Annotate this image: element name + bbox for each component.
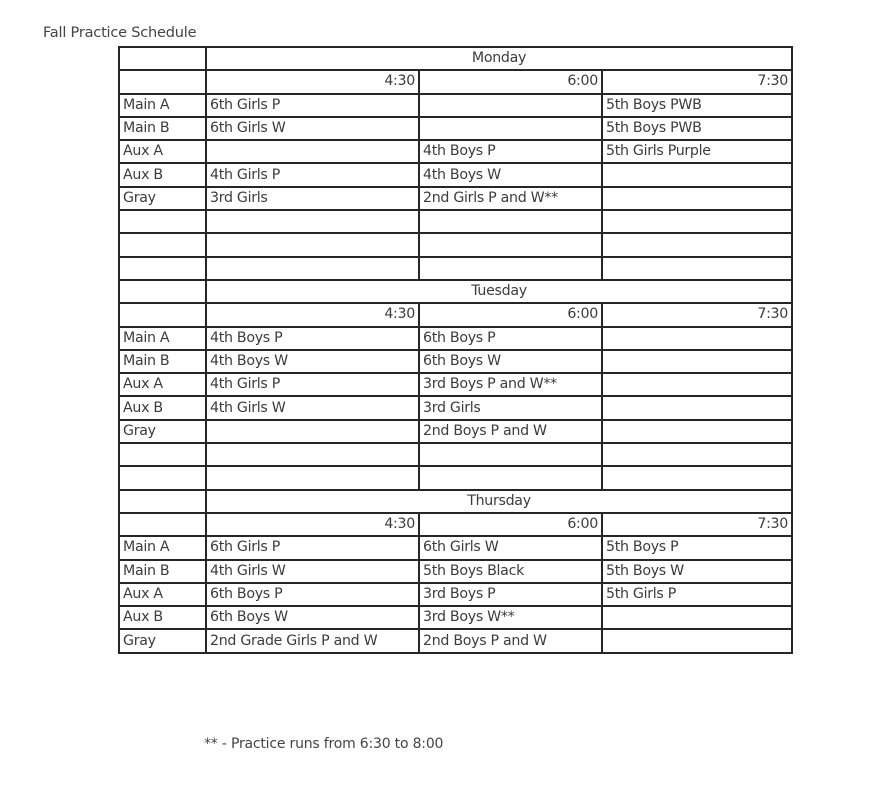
time-slot-header: 7:30 bbox=[602, 513, 792, 536]
practice-cell: 5th Girls P bbox=[602, 583, 792, 606]
monday-time-header-row bbox=[119, 70, 792, 93]
practice-cell bbox=[419, 466, 602, 489]
thursday-time-header-row bbox=[119, 513, 792, 536]
monday-schedule-row bbox=[119, 257, 792, 280]
practice-cell bbox=[419, 257, 602, 280]
practice-cell: 4th Boys W bbox=[419, 163, 602, 186]
practice-cell: 4th Boys P bbox=[419, 140, 602, 163]
practice-cell: 5th Boys Black bbox=[419, 560, 602, 583]
practice-cell bbox=[602, 396, 792, 419]
practice-cell bbox=[206, 210, 419, 233]
thursday-schedule-row bbox=[119, 629, 792, 652]
practice-cell bbox=[206, 420, 419, 443]
location-cell bbox=[119, 257, 206, 280]
location-cell: Main A bbox=[119, 536, 206, 559]
thursday-day-label: Thursday bbox=[206, 490, 792, 513]
practice-cell bbox=[602, 257, 792, 280]
practice-cell bbox=[206, 443, 419, 466]
practice-cell bbox=[602, 443, 792, 466]
practice-cell bbox=[602, 373, 792, 396]
time-slot-header: 7:30 bbox=[602, 70, 792, 93]
time-slot-header: 4:30 bbox=[206, 513, 419, 536]
location-cell: Aux B bbox=[119, 606, 206, 629]
location-cell: Aux B bbox=[119, 163, 206, 186]
blank-cell bbox=[119, 70, 206, 93]
tuesday-day-header-row bbox=[119, 280, 792, 303]
tuesday-day-label: Tuesday bbox=[206, 280, 792, 303]
practice-schedule-table bbox=[118, 46, 793, 654]
practice-cell: 5th Boys PWB bbox=[602, 117, 792, 140]
schedule-body bbox=[119, 47, 792, 653]
practice-cell bbox=[419, 233, 602, 256]
practice-cell bbox=[419, 117, 602, 140]
practice-cell bbox=[206, 233, 419, 256]
practice-cell bbox=[602, 187, 792, 210]
practice-cell bbox=[602, 629, 792, 652]
blank-cell bbox=[119, 303, 206, 326]
location-cell: Main B bbox=[119, 350, 206, 373]
location-cell bbox=[119, 443, 206, 466]
location-cell: Gray bbox=[119, 187, 206, 210]
practice-cell bbox=[419, 94, 602, 117]
practice-cell: 6th Girls W bbox=[419, 536, 602, 559]
practice-cell: 5th Girls Purple bbox=[602, 140, 792, 163]
time-slot-header: 6:00 bbox=[419, 303, 602, 326]
practice-cell: 3rd Boys P bbox=[419, 583, 602, 606]
practice-cell bbox=[602, 350, 792, 373]
practice-cell: 6th Boys W bbox=[419, 350, 602, 373]
time-slot-header: 4:30 bbox=[206, 303, 419, 326]
practice-cell bbox=[602, 466, 792, 489]
location-cell: Main A bbox=[119, 327, 206, 350]
blank-cell bbox=[119, 513, 206, 536]
tuesday-schedule-row bbox=[119, 443, 792, 466]
practice-cell bbox=[602, 163, 792, 186]
location-cell bbox=[119, 210, 206, 233]
practice-cell bbox=[206, 466, 419, 489]
practice-cell: 5th Boys P bbox=[602, 536, 792, 559]
thursday-schedule-row bbox=[119, 536, 792, 559]
time-slot-header: 4:30 bbox=[206, 70, 419, 93]
practice-cell: 6th Boys W bbox=[206, 606, 419, 629]
practice-cell: 6th Girls P bbox=[206, 94, 419, 117]
practice-cell bbox=[602, 210, 792, 233]
practice-cell bbox=[419, 443, 602, 466]
thursday-day-header-row bbox=[119, 490, 792, 513]
monday-schedule-row bbox=[119, 140, 792, 163]
practice-cell bbox=[206, 257, 419, 280]
tuesday-schedule-row bbox=[119, 373, 792, 396]
practice-cell: 2nd Girls P and W** bbox=[419, 187, 602, 210]
location-cell: Main A bbox=[119, 94, 206, 117]
monday-schedule-row bbox=[119, 187, 792, 210]
location-cell: Aux A bbox=[119, 373, 206, 396]
tuesday-schedule-row bbox=[119, 420, 792, 443]
monday-schedule-row bbox=[119, 117, 792, 140]
time-slot-header: 6:00 bbox=[419, 70, 602, 93]
time-slot-header: 7:30 bbox=[602, 303, 792, 326]
practice-cell: 6th Girls P bbox=[206, 536, 419, 559]
location-cell: Main B bbox=[119, 560, 206, 583]
practice-cell: 4th Girls W bbox=[206, 560, 419, 583]
practice-cell: 6th Boys P bbox=[206, 583, 419, 606]
practice-cell: 6th Boys P bbox=[419, 327, 602, 350]
monday-schedule-row bbox=[119, 163, 792, 186]
practice-cell bbox=[602, 606, 792, 629]
monday-day-header-row bbox=[119, 47, 792, 70]
thursday-schedule-row bbox=[119, 583, 792, 606]
tuesday-schedule-row bbox=[119, 350, 792, 373]
practice-cell bbox=[419, 210, 602, 233]
practice-cell bbox=[602, 420, 792, 443]
location-cell: Gray bbox=[119, 420, 206, 443]
practice-cell bbox=[206, 140, 419, 163]
thursday-schedule-row bbox=[119, 606, 792, 629]
location-cell bbox=[119, 233, 206, 256]
monday-schedule-row bbox=[119, 233, 792, 256]
practice-cell bbox=[602, 327, 792, 350]
blank-cell bbox=[119, 280, 206, 303]
practice-cell: 5th Boys W bbox=[602, 560, 792, 583]
practice-cell: 2nd Grade Girls P and W bbox=[206, 629, 419, 652]
footnote: ** - Practice runs from 6:30 to 8:00 bbox=[204, 736, 444, 752]
location-cell: Aux A bbox=[119, 583, 206, 606]
blank-cell bbox=[119, 47, 206, 70]
practice-cell: 3rd Girls bbox=[206, 187, 419, 210]
practice-cell: 5th Boys PWB bbox=[602, 94, 792, 117]
monday-schedule-row bbox=[119, 94, 792, 117]
tuesday-time-header-row bbox=[119, 303, 792, 326]
monday-day-label: Monday bbox=[206, 47, 792, 70]
practice-cell: 4th Girls P bbox=[206, 163, 419, 186]
tuesday-schedule-row bbox=[119, 466, 792, 489]
practice-cell: 4th Girls W bbox=[206, 396, 419, 419]
tuesday-schedule-row bbox=[119, 396, 792, 419]
location-cell bbox=[119, 466, 206, 489]
practice-cell: 4th Boys P bbox=[206, 327, 419, 350]
practice-cell: 3rd Boys P and W** bbox=[419, 373, 602, 396]
practice-cell: 2nd Boys P and W bbox=[419, 629, 602, 652]
location-cell: Gray bbox=[119, 629, 206, 652]
location-cell: Aux A bbox=[119, 140, 206, 163]
tuesday-schedule-row bbox=[119, 327, 792, 350]
practice-cell: 2nd Boys P and W bbox=[419, 420, 602, 443]
practice-cell: 6th Girls W bbox=[206, 117, 419, 140]
practice-cell: 3rd Boys W** bbox=[419, 606, 602, 629]
practice-cell bbox=[602, 233, 792, 256]
location-cell: Main B bbox=[119, 117, 206, 140]
practice-cell: 3rd Girls bbox=[419, 396, 602, 419]
monday-schedule-row bbox=[119, 210, 792, 233]
practice-cell: 4th Girls P bbox=[206, 373, 419, 396]
thursday-schedule-row bbox=[119, 560, 792, 583]
time-slot-header: 6:00 bbox=[419, 513, 602, 536]
document-title: Fall Practice Schedule bbox=[43, 25, 197, 41]
blank-cell bbox=[119, 490, 206, 513]
location-cell: Aux B bbox=[119, 396, 206, 419]
practice-cell: 4th Boys W bbox=[206, 350, 419, 373]
